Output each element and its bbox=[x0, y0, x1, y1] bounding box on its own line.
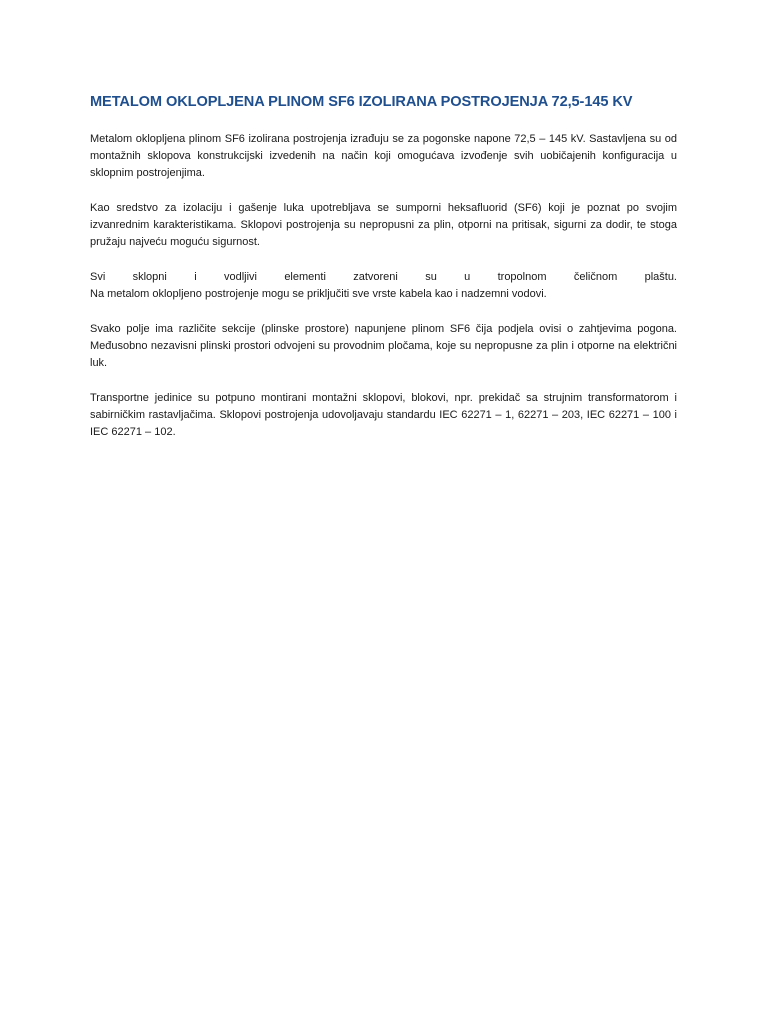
paragraph-gas-compartments: Svako polje ima različite sekcije (plinske prostore) napunjene plinom SF6 čija podjela ovisi o zahtjevima pogona. Međusobno nezavisni plinski prostori odvojeni su provodnim pločama, koje su nepropusne za plin i otporne na električni luk. bbox=[90, 323, 677, 369]
paragraph-intro: Metalom oklopljena plinom SF6 izolirana postrojenja izrađuju se za pogonske napone 72,5 – 145 kV. Sastavljena su od montažnih sklopova konstrukcijski izvedenih na način koji omogućava izvođenje svih uobičajenih konfiguracija u sklopnim postrojenjima. bbox=[90, 133, 677, 179]
document-title: METALOM OKLOPLJENA PLINOM SF6 IZOLIRANA POSTROJENJA 72,5-145 KV bbox=[90, 94, 633, 110]
document-page bbox=[90, 92, 677, 459]
paragraph-sf6-insulation: Kao sredstvo za izolaciju i gašenje luka upotrebljava se sumporni heksafluorid (SF6) koji je poznat po svojim izvanrednim karakteristikama. Sklopovi postrojenja su nepropusni za plin, otporni na pritisak, sigurni za dodir, te stoga pružaju najveću moguću sigurnost. bbox=[90, 202, 677, 248]
paragraph-transport-units: Transportne jedinice su potpuno montirani montažni sklopovi, blokovi, npr. prekidač sa strujnim transformatorom i sabirničkim rastavljačima. Sklopovi postrojenja udovoljavaju standardu IEC 62271 – 1, 62271 – 203, IEC 62271 – 100 i IEC 62271 – 102. bbox=[90, 392, 677, 438]
paragraph-enclosure-line-2: Na metalom oklopljeno postrojenje mogu se priključiti sve vrste kabela kao i nadzemni vodovi. bbox=[90, 288, 547, 300]
paragraph-enclosure-line-1: Svi sklopni i vodljivi elementi zatvoreni su u tropolnom čeličnom plaštu. bbox=[90, 271, 677, 283]
paragraph-enclosure bbox=[90, 269, 677, 303]
